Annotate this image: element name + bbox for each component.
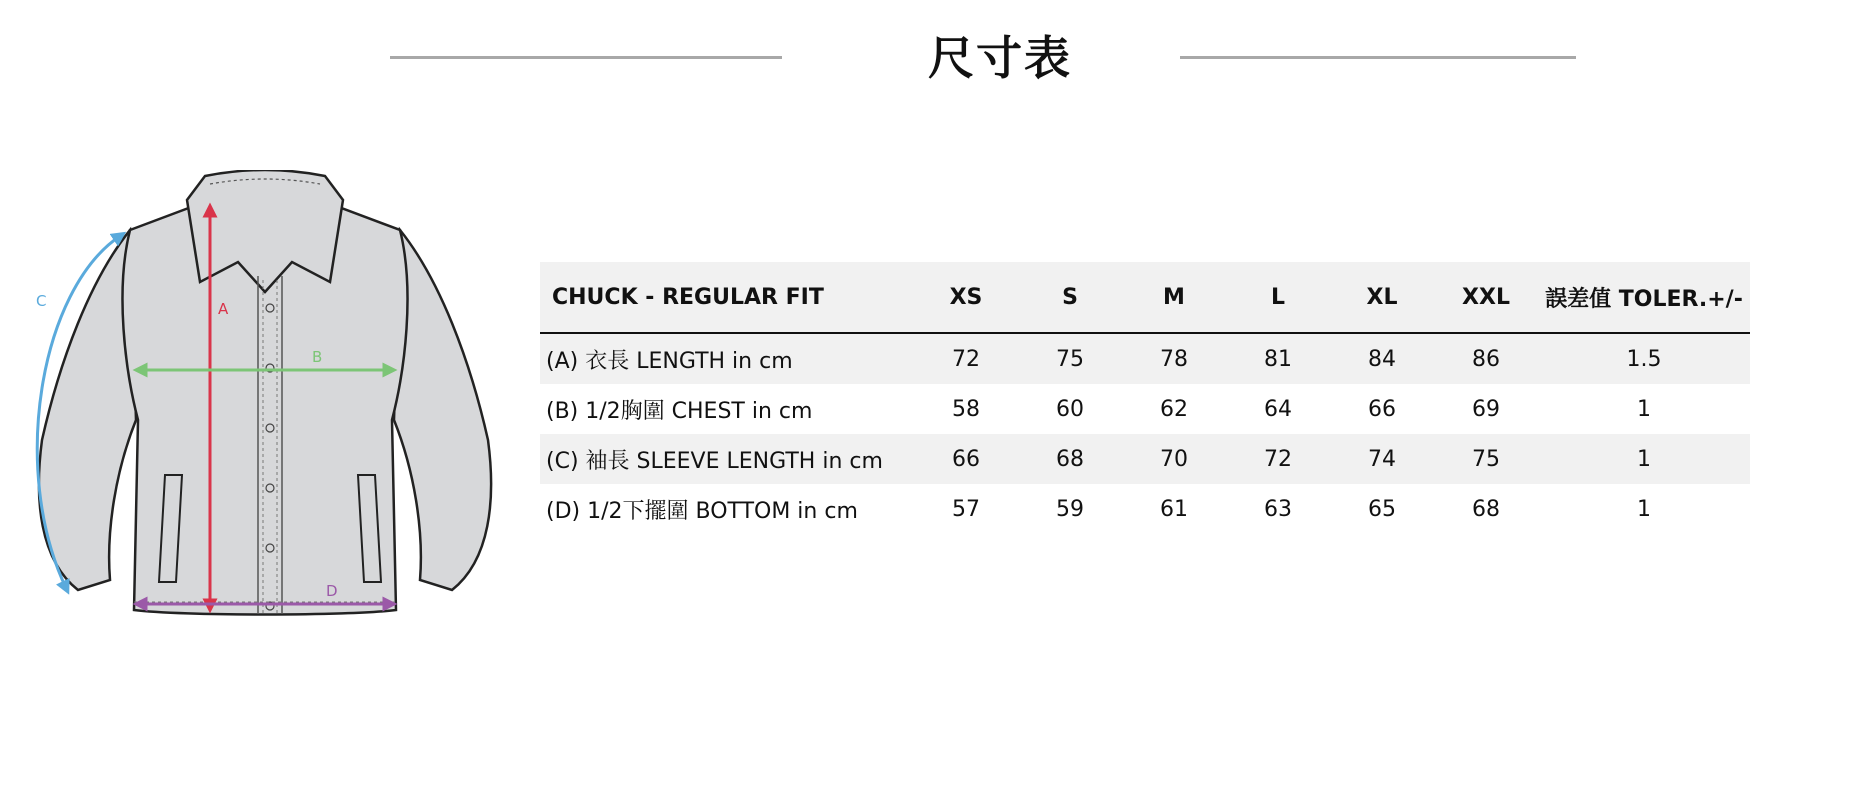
measure-d-label: D (326, 582, 338, 600)
table-cell: 68 (1018, 434, 1122, 484)
table-cell: 65 (1330, 484, 1434, 534)
table-cell: 84 (1330, 333, 1434, 384)
table-cell: 86 (1434, 333, 1538, 384)
table-cell: 61 (1122, 484, 1226, 534)
measure-a-label: A (218, 300, 229, 318)
table-cell: 72 (914, 333, 1018, 384)
table-cell: 1.5 (1538, 333, 1750, 384)
table-cell: 75 (1434, 434, 1538, 484)
header-size-xs: XS (914, 262, 1018, 333)
header-tolerance: 誤差值 TOLER.+/- (1538, 262, 1750, 333)
table-cell: 64 (1226, 384, 1330, 434)
table-row (540, 333, 1750, 384)
table-cell: 66 (1330, 384, 1434, 434)
right-sleeve (394, 230, 491, 590)
title-divider-left (390, 56, 782, 59)
table-cell: 60 (1018, 384, 1122, 434)
table-row (540, 484, 1750, 534)
size-chart-table (540, 262, 1750, 534)
table-cell: 68 (1434, 484, 1538, 534)
table-cell: 74 (1330, 434, 1434, 484)
table-cell: 75 (1018, 333, 1122, 384)
jacket-measurement-diagram (20, 170, 510, 630)
measure-c-label: C (36, 292, 47, 310)
table-cell: 1 (1538, 434, 1750, 484)
row-label: (B) 1/2胸圍 CHEST in cm (540, 384, 914, 434)
table-cell: 57 (914, 484, 1018, 534)
table-cell: 1 (1538, 384, 1750, 434)
table-cell: 63 (1226, 484, 1330, 534)
left-sleeve (39, 230, 136, 590)
header-size-xl: XL (1330, 262, 1434, 333)
header-size-xxl: XXL (1434, 262, 1538, 333)
measure-b-label: B (312, 348, 323, 366)
row-label: (D) 1/2下擺圍 BOTTOM in cm (540, 484, 914, 534)
row-label: (A) 衣長 LENGTH in cm (540, 333, 914, 384)
table-cell: 66 (914, 434, 1018, 484)
page-title: 尺寸表 (928, 31, 1072, 85)
table-header-row (540, 262, 1750, 333)
table-cell: 58 (914, 384, 1018, 434)
table-cell: 81 (1226, 333, 1330, 384)
table-row (540, 434, 1750, 484)
table-cell: 72 (1226, 434, 1330, 484)
header-fit: CHUCK - REGULAR FIT (540, 262, 914, 333)
table-row (540, 384, 1750, 434)
table-cell: 78 (1122, 333, 1226, 384)
table-cell: 59 (1018, 484, 1122, 534)
row-label: (C) 袖長 SLEEVE LENGTH in cm (540, 434, 914, 484)
title-divider-right (1180, 56, 1576, 59)
header-size-m: M (1122, 262, 1226, 333)
table-cell: 69 (1434, 384, 1538, 434)
header-size-l: L (1226, 262, 1330, 333)
table-cell: 62 (1122, 384, 1226, 434)
table-cell: 70 (1122, 434, 1226, 484)
header-size-s: S (1018, 262, 1122, 333)
table-cell: 1 (1538, 484, 1750, 534)
